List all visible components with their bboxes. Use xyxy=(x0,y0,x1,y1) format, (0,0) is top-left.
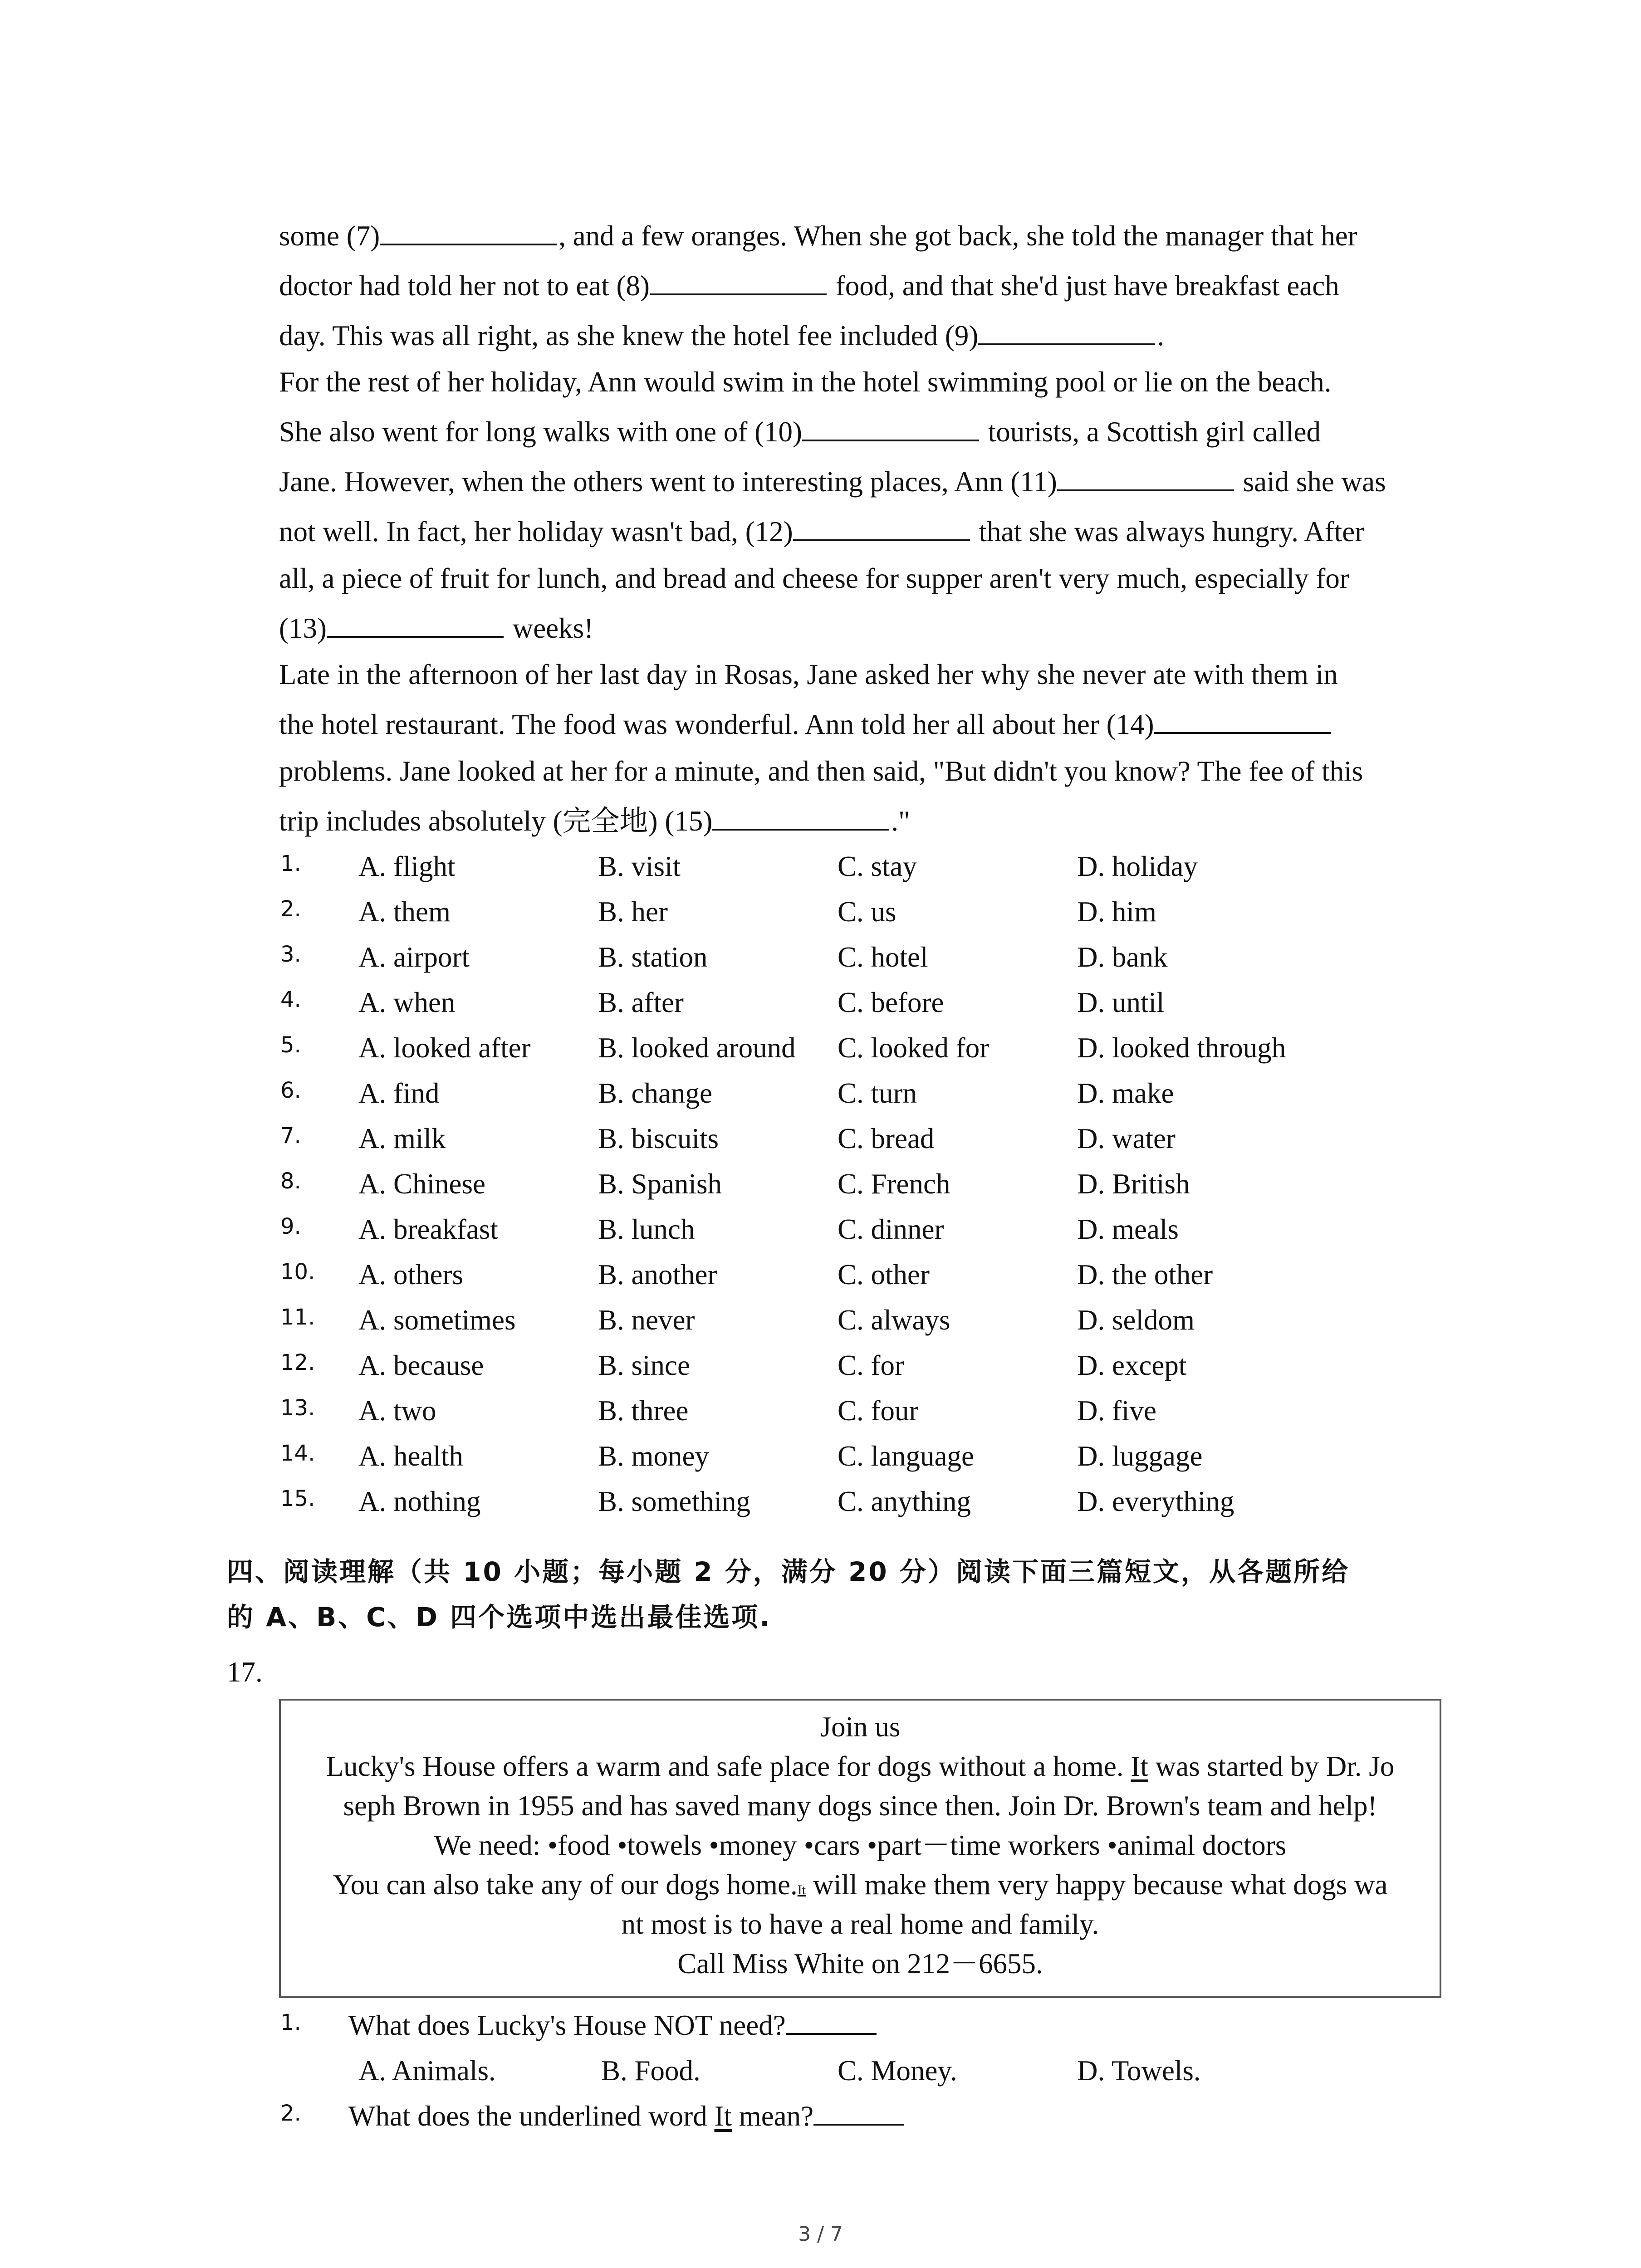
option-c: C. dinner xyxy=(838,1213,944,1245)
option-b: B. Food. xyxy=(601,2055,700,2087)
subquestion-2 xyxy=(272,2098,1497,2134)
blank-13 xyxy=(327,611,504,638)
option-b: B. another xyxy=(598,1259,717,1290)
blank-11 xyxy=(1057,464,1234,491)
text: mean? xyxy=(732,2100,814,2132)
text: weeks! xyxy=(505,612,594,644)
text: What does Lucky's House NOT need? xyxy=(348,2009,786,2041)
option-d: D. looked through xyxy=(1077,1032,1286,1064)
passage-line-12: problems. Jane looked at her for a minute, and then said, "But didn't you know? The fee of this xyxy=(279,755,1363,787)
text: , and a few oranges. When she got back, she told the manager that her xyxy=(558,220,1357,252)
option-d: D. water xyxy=(1077,1123,1176,1154)
subquestion-text xyxy=(348,2098,904,2134)
ad-box xyxy=(279,1699,1441,1998)
option-row xyxy=(272,1256,1497,1293)
option-row xyxy=(272,848,1497,885)
question-number: 12. xyxy=(280,1350,315,1375)
subquestion-1 xyxy=(272,2007,1497,2043)
question-number: 9. xyxy=(280,1214,301,1239)
option-row xyxy=(272,1166,1497,1202)
option-c: C. us xyxy=(838,896,896,928)
option-d: D. meals xyxy=(1077,1213,1179,1245)
blank-14 xyxy=(1154,707,1331,734)
option-d: D. the other xyxy=(1077,1259,1213,1290)
option-c: C. looked for xyxy=(838,1032,989,1064)
ad-line-2: seph Brown in 1955 and has saved many dogs since then. Join Dr. Brown's team and help! xyxy=(343,1790,1377,1822)
blank-9 xyxy=(978,318,1155,345)
question-17-number: 17. xyxy=(227,1656,263,1688)
option-c: C. other xyxy=(838,1259,930,1290)
blank-8 xyxy=(650,268,827,295)
ad-title: Join us xyxy=(820,1711,901,1743)
question-number: 5. xyxy=(280,1032,301,1058)
blank-15 xyxy=(712,803,889,831)
ad-line-1 xyxy=(281,1748,1440,1784)
option-b: B. something xyxy=(598,1486,751,1517)
question-number: 1. xyxy=(280,851,301,876)
passage-line-4: For the rest of her holiday, Ann would swim in the hotel swimming pool or lie on the beach. xyxy=(279,366,1332,398)
question-number: 3. xyxy=(280,942,301,967)
option-b: B. change xyxy=(598,1077,712,1109)
answer-blank xyxy=(786,2008,877,2035)
option-row xyxy=(272,1393,1497,1429)
text: . xyxy=(1157,320,1165,352)
option-a: A. Animals. xyxy=(358,2055,496,2087)
ad-line-6: Call Miss White on 212－6655. xyxy=(677,1948,1043,1980)
ad-line-3: We need: •food •towels •money •cars •part－time workers •animal doctors xyxy=(434,1829,1287,1861)
question-number: 8. xyxy=(280,1168,301,1194)
option-a: A. looked after xyxy=(358,1032,531,1064)
passage-line-3 xyxy=(279,318,1164,354)
option-d: D. except xyxy=(1077,1349,1187,1381)
ad-line-5: nt most is to have a real home and family. xyxy=(621,1908,1099,1940)
question-number: 10. xyxy=(280,1259,315,1285)
text: What does the underlined word xyxy=(348,2100,715,2132)
question-number: 15. xyxy=(280,1486,315,1511)
text: You can also take any of our dogs home. xyxy=(333,1869,798,1901)
subquestion-text xyxy=(348,2007,877,2043)
option-a: A. milk xyxy=(358,1123,446,1154)
option-a: A. breakfast xyxy=(358,1213,498,1245)
option-a: A. others xyxy=(358,1259,463,1290)
passage-line-10: Late in the afternoon of her last day in Rosas, Jane asked her why she never ate with them in xyxy=(279,659,1338,690)
small-underlined-word: It xyxy=(797,1882,806,1897)
option-d: D. him xyxy=(1077,896,1157,928)
section-heading-line-2: 的 A、B、C、D 四个选项中选出最佳选项. xyxy=(227,1602,772,1633)
passage-line-7 xyxy=(279,513,1364,550)
option-row xyxy=(272,939,1497,975)
text: was started by Dr. Jo xyxy=(1148,1750,1395,1782)
option-d: D. everything xyxy=(1077,1486,1234,1517)
answer-blank xyxy=(813,2098,904,2126)
blank-12 xyxy=(793,514,970,541)
option-c: C. hotel xyxy=(838,941,928,973)
text: doctor had told her not to eat (8) xyxy=(279,270,650,302)
option-row xyxy=(272,1030,1497,1066)
option-a: A. find xyxy=(358,1077,440,1109)
passage-line-5 xyxy=(279,414,1321,450)
option-row xyxy=(272,1120,1497,1157)
option-a: A. when xyxy=(358,987,456,1018)
option-c: C. before xyxy=(838,987,944,1018)
option-row xyxy=(272,1075,1497,1111)
passage-line-8: all, a piece of fruit for lunch, and bread and cheese for supper aren't very much, especially for xyxy=(279,562,1349,594)
option-a: A. Chinese xyxy=(358,1168,485,1200)
option-b: B. visit xyxy=(598,850,681,882)
option-c: C. four xyxy=(838,1395,919,1427)
text: food, and that she'd just have breakfast each xyxy=(828,270,1339,302)
option-a: A. two xyxy=(358,1395,436,1427)
text: the hotel restaurant. The food was wonderful. Ann told her all about her (14) xyxy=(279,709,1154,740)
question-number: 4. xyxy=(280,987,301,1012)
question-number: 11. xyxy=(280,1305,315,1330)
option-b: B. three xyxy=(598,1395,689,1427)
blank-7 xyxy=(380,218,557,245)
option-a: A. sometimes xyxy=(358,1304,516,1336)
text: Jane. However, when the others went to interesting places, Ann (11) xyxy=(279,466,1057,498)
option-b: B. never xyxy=(598,1304,695,1336)
passage-line-1 xyxy=(279,218,1357,254)
question-number: 7. xyxy=(280,1123,301,1149)
option-d: D. holiday xyxy=(1077,850,1198,882)
question-number: 1. xyxy=(280,2010,301,2035)
option-c: C. language xyxy=(838,1440,974,1472)
option-b: B. biscuits xyxy=(598,1123,719,1154)
question-number: 13. xyxy=(280,1395,315,1421)
option-a: A. flight xyxy=(358,850,456,882)
option-row xyxy=(272,1347,1497,1383)
option-a: A. airport xyxy=(358,941,470,973)
text: She also went for long walks with one of (10) xyxy=(279,416,803,448)
ad-line-4 xyxy=(281,1867,1440,1908)
option-b: B. Spanish xyxy=(598,1168,722,1200)
text: will make them very happy because what dogs wa xyxy=(806,1869,1388,1901)
option-d: D. until xyxy=(1077,987,1165,1018)
option-c: C. turn xyxy=(838,1077,917,1109)
option-a: A. health xyxy=(358,1440,463,1472)
blank-10 xyxy=(802,414,979,441)
option-b: B. after xyxy=(598,987,684,1018)
option-d: D. make xyxy=(1077,1077,1174,1109)
option-c: C. anything xyxy=(838,1486,971,1517)
option-d: D. seldom xyxy=(1077,1304,1195,1336)
text: Lucky's House offers a warm and safe place for dogs without a home. xyxy=(326,1750,1131,1782)
option-row xyxy=(272,1483,1497,1520)
text: day. This was all right, as she knew the hotel fee included (9) xyxy=(279,320,979,352)
option-a: A. them xyxy=(358,896,451,928)
passage-line-9 xyxy=(279,610,593,646)
option-row xyxy=(272,894,1497,930)
option-d: D. five xyxy=(1077,1395,1156,1427)
option-b: B. since xyxy=(598,1349,690,1381)
option-b: B. looked around xyxy=(598,1032,796,1064)
question-number: 2. xyxy=(280,2101,301,2126)
underlined-word: It xyxy=(1131,1750,1148,1782)
option-row xyxy=(272,984,1497,1021)
section-heading-line-1: 四、阅读理解（共 10 小题；每小题 2 分，满分 20 分）阅读下面三篇短文，从各题所给 xyxy=(227,1556,1350,1587)
passage-line-13 xyxy=(279,803,910,839)
option-c: C. for xyxy=(838,1349,904,1381)
question-number: 14. xyxy=(280,1441,315,1466)
passage-line-2 xyxy=(279,268,1339,304)
option-b: B. station xyxy=(598,941,708,973)
option-b: B. her xyxy=(598,896,668,928)
option-c: C. Money. xyxy=(838,2055,957,2087)
text: some (7) xyxy=(279,220,380,252)
option-b: B. lunch xyxy=(598,1213,695,1245)
text: tourists, a Scottish girl called xyxy=(981,416,1321,448)
option-c: C. always xyxy=(838,1304,950,1336)
option-d: D. British xyxy=(1077,1168,1190,1200)
option-d: D. Towels. xyxy=(1077,2055,1201,2087)
underlined-word: It xyxy=(714,2100,732,2132)
passage-line-11 xyxy=(279,706,1333,743)
option-c: C. stay xyxy=(838,850,917,882)
text: not well. In fact, her holiday wasn't bad, (12) xyxy=(279,516,793,547)
option-b: B. money xyxy=(598,1440,709,1472)
text: trip includes absolutely (完全地) (15) xyxy=(279,805,713,837)
option-a: A. because xyxy=(358,1349,484,1381)
text: (13) xyxy=(279,612,327,644)
option-row xyxy=(272,1211,1497,1247)
page-number: 3 / 7 xyxy=(798,2223,843,2246)
question-number: 2. xyxy=(280,896,301,922)
option-row xyxy=(272,1302,1497,1338)
text: said she was xyxy=(1235,466,1386,498)
passage-line-6 xyxy=(279,464,1386,500)
option-d: D. bank xyxy=(1077,941,1168,973)
option-row xyxy=(272,1438,1497,1474)
option-c: C. French xyxy=(838,1168,950,1200)
option-a: A. nothing xyxy=(358,1486,481,1517)
option-d: D. luggage xyxy=(1077,1440,1203,1472)
text: that she was always hungry. After xyxy=(971,516,1365,547)
question-number: 6. xyxy=(280,1078,301,1103)
text: ." xyxy=(891,805,910,837)
subquestion-1-options xyxy=(272,2053,1497,2089)
option-c: C. bread xyxy=(838,1123,935,1154)
